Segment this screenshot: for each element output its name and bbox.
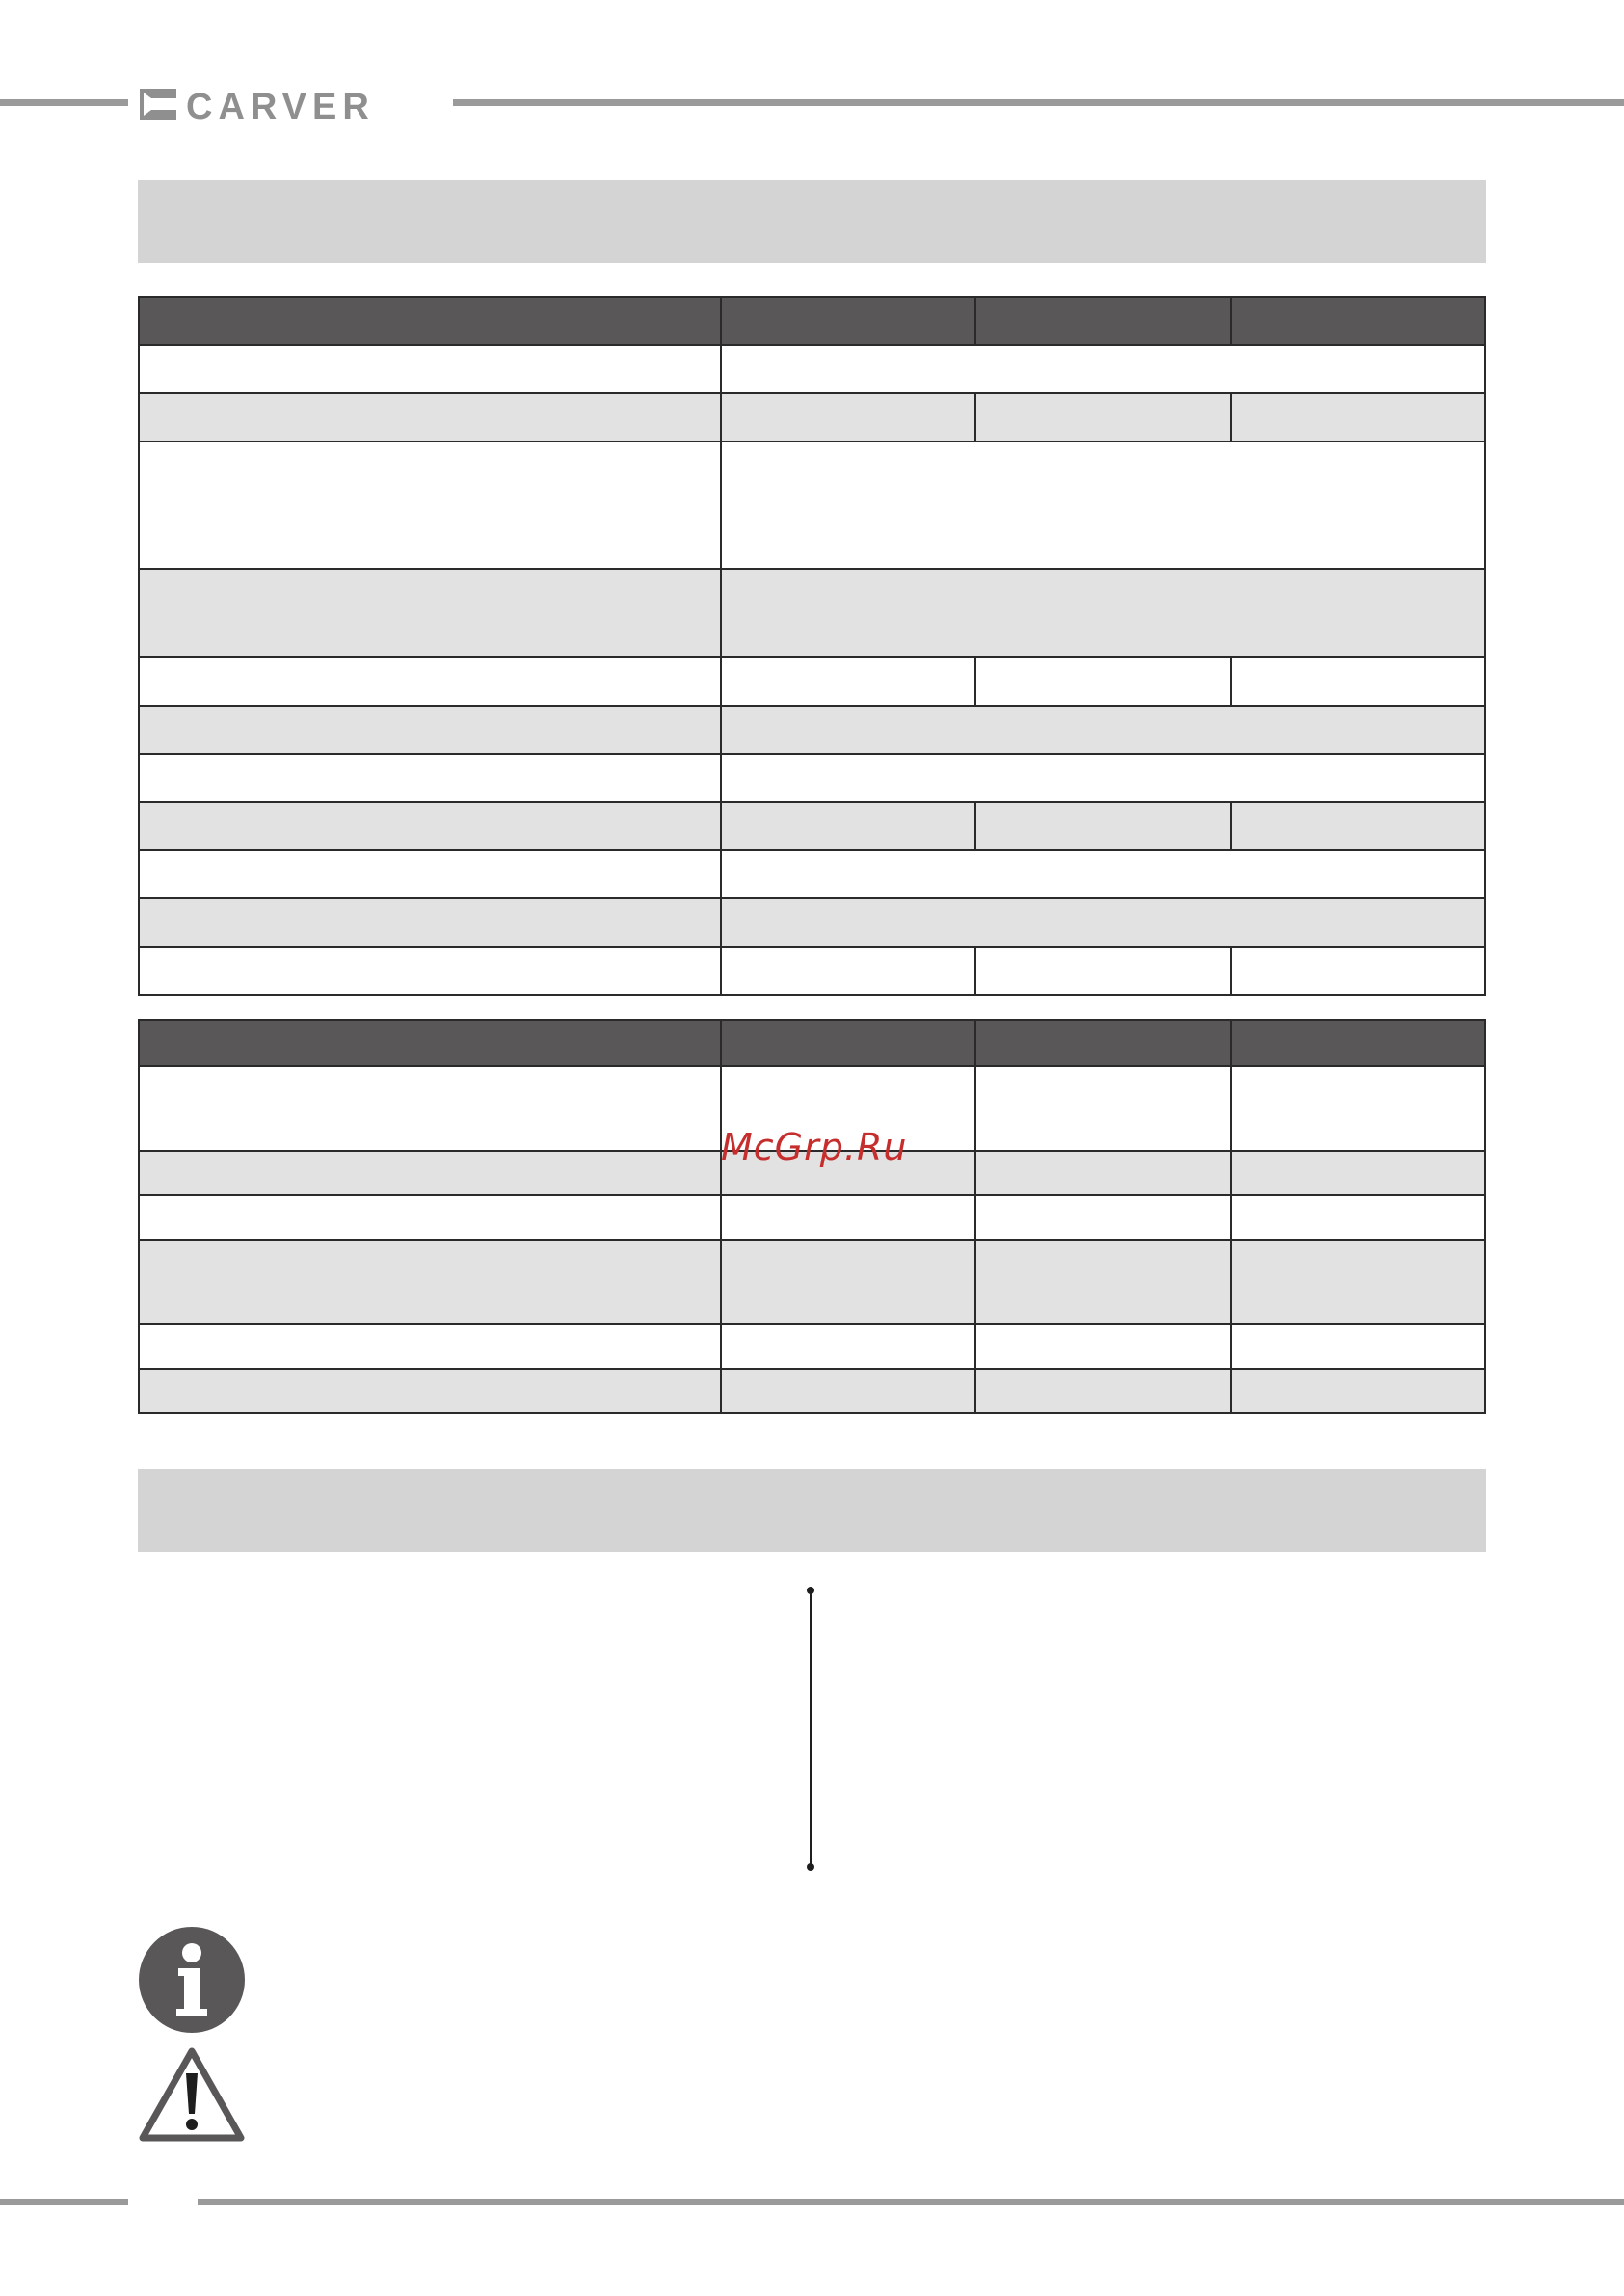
table-cell xyxy=(975,1151,1230,1195)
header-rule-right xyxy=(453,99,1624,106)
connector-line xyxy=(810,1590,812,1868)
table-cell xyxy=(1231,657,1485,706)
table-cell xyxy=(1231,1240,1485,1324)
table-cell xyxy=(1231,1195,1485,1240)
table-row xyxy=(139,802,1485,850)
table-cell xyxy=(721,706,1485,754)
table-cell xyxy=(139,441,721,569)
table-row xyxy=(139,441,1485,569)
table-cell xyxy=(139,393,721,441)
table-cell xyxy=(721,657,975,706)
connector-dot-top xyxy=(807,1587,814,1594)
table-cell xyxy=(139,1151,721,1195)
footer-rule-left xyxy=(0,2199,128,2205)
connector-dot-bottom xyxy=(807,1863,814,1871)
table-cell xyxy=(139,569,721,657)
table-cell xyxy=(975,657,1230,706)
section-bar-installation xyxy=(138,1469,1486,1552)
table-header-row xyxy=(139,1020,1485,1066)
table-cell xyxy=(139,1369,721,1413)
footer-rule-right xyxy=(198,2199,1624,2205)
table-row xyxy=(139,1324,1485,1369)
table-cell xyxy=(975,947,1230,995)
table-cell xyxy=(1231,1324,1485,1369)
table-header-cell xyxy=(975,297,1230,345)
table-row xyxy=(139,1240,1485,1324)
table-cell xyxy=(721,802,975,850)
table-row xyxy=(139,657,1485,706)
table-cell xyxy=(139,706,721,754)
table-row xyxy=(139,898,1485,947)
table-cell xyxy=(721,898,1485,947)
table-header-cell xyxy=(721,1020,975,1066)
table-row xyxy=(139,393,1485,441)
watermark-text: McGrp.Ru xyxy=(721,1126,908,1168)
table-row xyxy=(139,1195,1485,1240)
table-row xyxy=(139,706,1485,754)
table-cell xyxy=(139,898,721,947)
spec-table-secondary xyxy=(138,1019,1486,1414)
table-cell xyxy=(975,1240,1230,1324)
table-cell xyxy=(721,569,1485,657)
table-cell xyxy=(721,1324,975,1369)
table-cell xyxy=(975,1324,1230,1369)
table-row xyxy=(139,947,1485,995)
table-row xyxy=(139,850,1485,898)
table-header-cell xyxy=(1231,297,1485,345)
table-cell xyxy=(139,1240,721,1324)
table-cell xyxy=(139,754,721,802)
table-cell xyxy=(1231,802,1485,850)
table-header-cell xyxy=(139,297,721,345)
table-row xyxy=(139,1369,1485,1413)
info-icon xyxy=(138,1926,246,2034)
table-cell xyxy=(975,1066,1230,1151)
spec-table-main xyxy=(138,296,1486,996)
table-cell xyxy=(1231,1151,1485,1195)
carver-logo-text: CARVER xyxy=(186,87,375,123)
table-cell xyxy=(721,1369,975,1413)
header-rule-left xyxy=(0,99,128,106)
table-cell xyxy=(139,1324,721,1369)
table-cell xyxy=(721,754,1485,802)
table-cell xyxy=(139,1066,721,1151)
table-cell xyxy=(139,657,721,706)
carver-logo-icon xyxy=(140,89,176,120)
table-cell xyxy=(721,850,1485,898)
table-cell xyxy=(721,393,975,441)
section-bar-specifications xyxy=(138,180,1486,263)
table-cell xyxy=(721,441,1485,569)
table-header-cell xyxy=(1231,1020,1485,1066)
table-header-cell xyxy=(139,1020,721,1066)
table-row xyxy=(139,569,1485,657)
table-cell xyxy=(721,1195,975,1240)
table-cell xyxy=(721,947,975,995)
table-cell xyxy=(975,802,1230,850)
carver-logo xyxy=(138,85,439,123)
table-cell xyxy=(975,393,1230,441)
table-cell xyxy=(139,1195,721,1240)
table-cell xyxy=(975,1369,1230,1413)
table-row xyxy=(139,754,1485,802)
table-cell xyxy=(1231,947,1485,995)
table-cell xyxy=(1231,393,1485,441)
table-cell xyxy=(1231,1066,1485,1151)
table-row xyxy=(139,345,1485,393)
warning-triangle-icon xyxy=(138,2046,246,2143)
table-cell xyxy=(1231,1369,1485,1413)
table-cell xyxy=(721,345,1485,393)
table-header-cell xyxy=(721,297,975,345)
table-cell xyxy=(139,802,721,850)
table-header-cell xyxy=(975,1020,1230,1066)
table-cell xyxy=(721,1240,975,1324)
table-cell xyxy=(975,1195,1230,1240)
table-cell xyxy=(139,345,721,393)
table-cell xyxy=(139,850,721,898)
table-header-row xyxy=(139,297,1485,345)
table-cell xyxy=(139,947,721,995)
